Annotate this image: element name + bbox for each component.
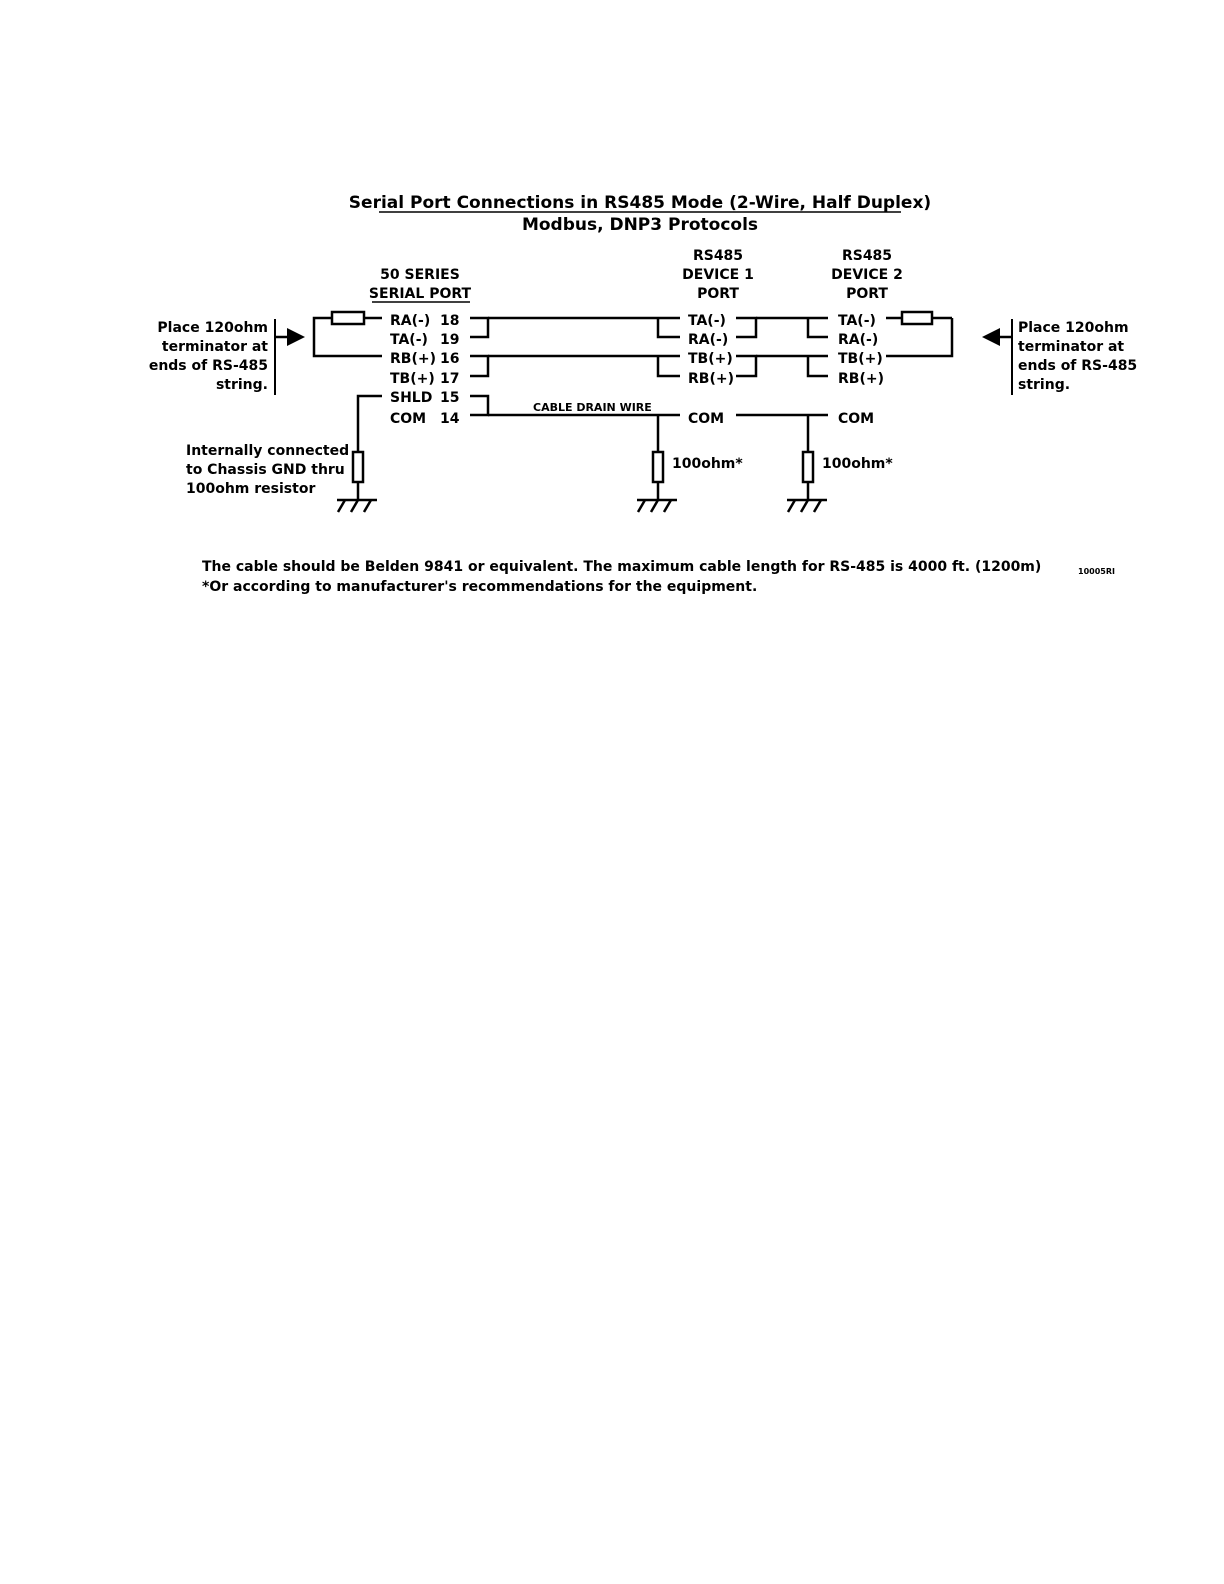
device2-pin: COM <box>838 411 875 427</box>
svg-text:ends of RS-485: ends of RS-485 <box>1018 358 1138 374</box>
series-pin-name: SHLD <box>390 390 433 406</box>
shld-ground-wire <box>358 396 382 452</box>
svg-text:terminator at: terminator at <box>161 339 268 355</box>
footnote-cable: The cable should be Belden 9841 or equivalent. The maximum cable length for RS-485 is 4000 ft. (1200m) <box>202 559 1042 575</box>
device2-resistor-label: 100ohm* <box>822 456 893 472</box>
series-pin-name: RB(+) <box>390 351 436 367</box>
device1-header-line1: RS485 <box>692 248 744 264</box>
series-pin-name: RA(-) <box>390 313 431 329</box>
series-pin-name: TB(+) <box>390 371 435 387</box>
series-pin-number: 19 <box>440 332 460 348</box>
device2-pin: TA(-) <box>838 313 876 329</box>
device1-a-jumper <box>736 318 756 337</box>
series-header-line2: SERIAL PORT <box>368 286 472 302</box>
svg-text:to Chassis GND thru: to Chassis GND thru <box>186 462 345 478</box>
chassis-ground-icon <box>337 500 377 512</box>
device1-pin-list <box>688 313 734 427</box>
series-a-pair-jumper <box>470 318 488 337</box>
device2-header-line3: PORT <box>846 286 888 302</box>
series-pin-list <box>390 313 460 427</box>
svg-text:Internally connected: Internally connected <box>186 443 350 459</box>
device1-pin: RA(-) <box>688 332 729 348</box>
device2-ground-icon <box>787 500 827 512</box>
right-terminator-note <box>982 319 1137 395</box>
series-pin-number: 14 <box>440 411 460 427</box>
diagram-title: Serial Port Connections in RS485 Mode (2-Wire, Half Duplex) <box>348 193 932 213</box>
device2-pin-list <box>838 313 884 427</box>
device1-pin: RB(+) <box>688 371 734 387</box>
device2-pin: RB(+) <box>838 371 884 387</box>
svg-text:Place 120ohm: Place 120ohm <box>1018 320 1129 336</box>
device1-resistor-icon <box>653 452 663 482</box>
series-pin-number: 15 <box>440 390 460 406</box>
series-pin-name: TA(-) <box>390 332 428 348</box>
right-terminator-resistor-icon <box>902 312 932 324</box>
figure-id: 10005RI <box>1078 567 1115 576</box>
shld-com-jumper <box>470 396 488 415</box>
footnote-manufacturer: *Or according to manufacturer's recommendations for the equipment. <box>202 579 758 595</box>
series-pin-name: COM <box>390 411 427 427</box>
cable-drain-label: CABLE DRAIN WIRE <box>533 401 652 414</box>
device2-header-line2: DEVICE 2 <box>831 267 903 283</box>
chassis-resistor-icon <box>353 452 363 482</box>
device2-resistor-icon <box>803 452 813 482</box>
device1-b-jumper <box>736 356 756 376</box>
diagram-subtitle: Modbus, DNP3 Protocols <box>521 215 759 235</box>
device1-a-stub <box>658 318 680 337</box>
series-pin-number: 16 <box>440 351 460 367</box>
internal-ground-note <box>186 443 349 497</box>
series-pin-number: 18 <box>440 313 460 329</box>
svg-text:100ohm resistor: 100ohm resistor <box>186 481 316 497</box>
series-header-line1: 50 SERIES <box>380 267 460 283</box>
device1-header-line2: DEVICE 1 <box>682 267 754 283</box>
device1-pin: TA(-) <box>688 313 726 329</box>
device1-b-stub <box>658 356 680 376</box>
series-b-pair-jumper <box>470 356 488 376</box>
svg-text:ends of RS-485: ends of RS-485 <box>148 358 268 374</box>
device1-pin: COM <box>688 411 725 427</box>
device1-header-line3: PORT <box>697 286 739 302</box>
svg-text:string.: string. <box>1018 377 1071 393</box>
svg-text:string.: string. <box>215 377 268 393</box>
series-pin-number: 17 <box>440 371 460 387</box>
device1-pin: TB(+) <box>688 351 733 367</box>
left-arrow-icon <box>287 328 305 346</box>
left-terminator-note <box>149 319 305 395</box>
device2-b-stub <box>808 356 828 376</box>
device2-pin: RA(-) <box>838 332 879 348</box>
svg-text:Place 120ohm: Place 120ohm <box>157 320 268 336</box>
device2-header-line1: RS485 <box>841 248 893 264</box>
right-arrow-icon <box>982 328 1000 346</box>
device2-pin: TB(+) <box>838 351 883 367</box>
device2-a-stub <box>808 318 828 337</box>
device1-resistor-label: 100ohm* <box>672 456 743 472</box>
svg-text:terminator at: terminator at <box>1018 339 1125 355</box>
left-terminator-resistor-icon <box>332 312 364 324</box>
device1-ground-icon <box>637 500 677 512</box>
